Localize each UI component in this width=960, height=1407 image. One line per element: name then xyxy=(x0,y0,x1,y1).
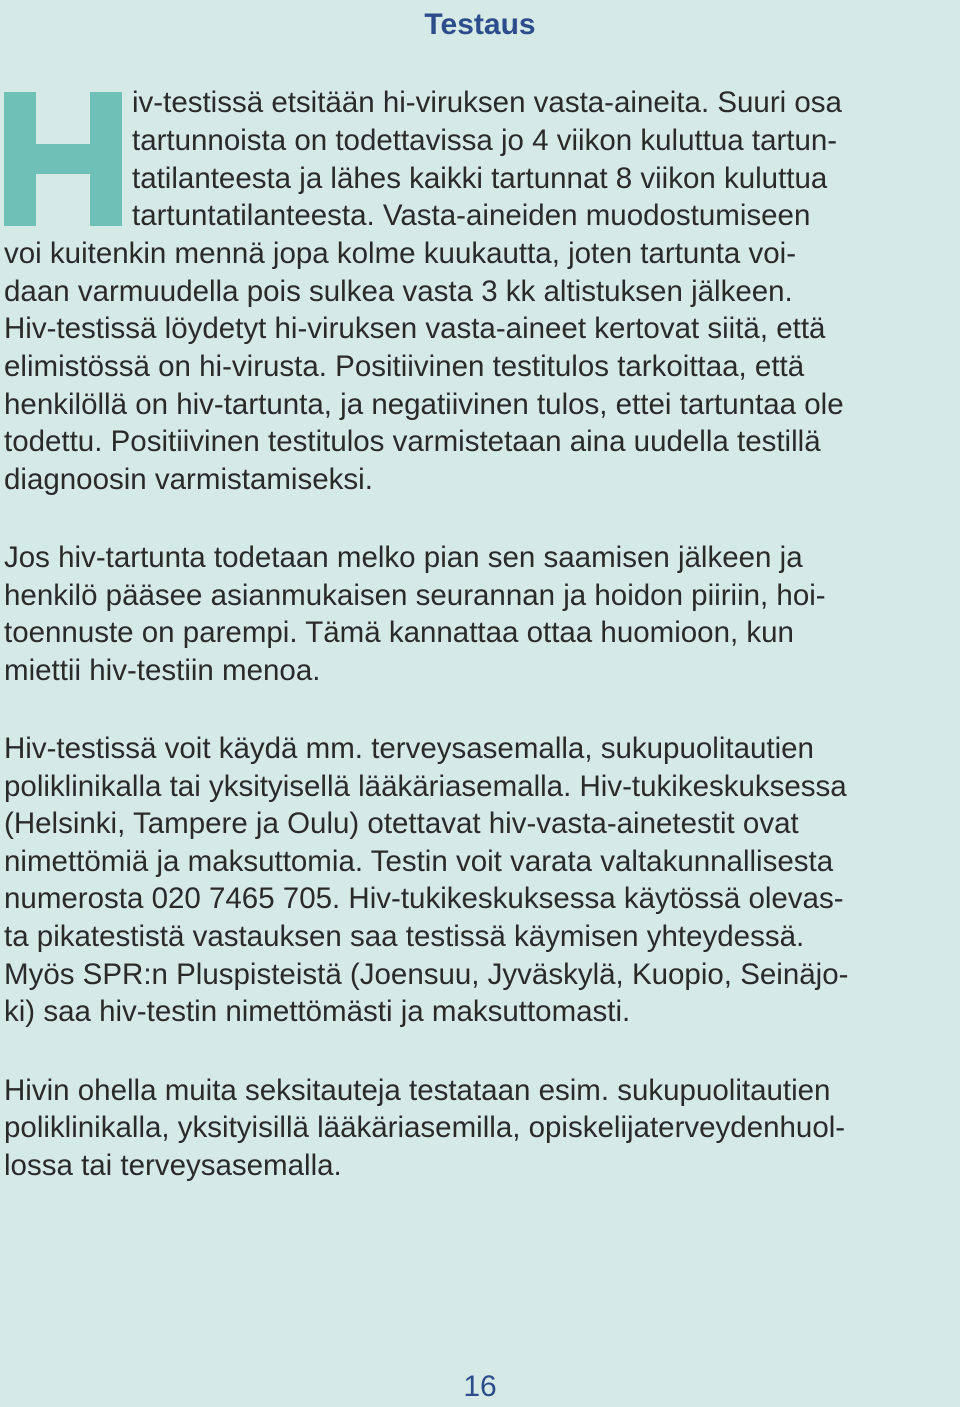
paragraph-1-line-9: henkilöllä on hiv-tartunta, ja negatiivinen tulos, ettei tartuntaa ole xyxy=(4,388,844,421)
drop-cap-crossbar xyxy=(36,144,90,174)
paragraph-1-line-5: voi kuitenkin mennä jopa kolme kuukautta, joten tartunta voi- xyxy=(4,237,797,270)
drop-cap-h xyxy=(4,92,122,226)
paragraph-1-line-7: Hiv-testissä löydetyt hi-viruksen vasta-aineet kertovat siitä, että xyxy=(4,312,826,345)
paragraph-2-line-3: toennuste on parempi. Tämä kannattaa ottaa huomioon, kun xyxy=(4,616,794,649)
paragraph-1-line-11: diagnoosin varmistamiseksi. xyxy=(4,463,373,496)
paragraph-3-line-5: numerosta 020 7465 705. Hiv-tukikeskuksessa käytössä olevas- xyxy=(4,882,844,915)
page-number: 16 xyxy=(463,1370,497,1403)
paragraph-2-line-4: miettii hiv-testiin menoa. xyxy=(4,654,321,687)
paragraph-3-line-3: (Helsinki, Tampere ja Oulu) otettavat hiv-vasta-ainetestit ovat xyxy=(4,807,799,840)
drop-cap-left-stem xyxy=(4,92,36,226)
paragraph-1-line-6: daan varmuudella pois sulkea vasta 3 kk altistuksen jälkeen. xyxy=(4,275,793,308)
paragraph-1-line-2: tartunnoista on todettavissa jo 4 viikon kuluttua tartun- xyxy=(132,124,838,157)
paragraph-1-line-3: tatilanteesta ja lähes kaikki tartunnat 8 viikon kuluttua xyxy=(132,162,828,195)
paragraph-3-line-1: Hiv-testissä voit käydä mm. terveysasemalla, sukupuolitautien xyxy=(4,732,814,765)
paragraph-3-line-6: ta pikatestistä vastauksen saa testissä käymisen yhteydessä. xyxy=(4,920,805,953)
paragraph-2-line-1: Jos hiv-tartunta todetaan melko pian sen saamisen jälkeen ja xyxy=(4,541,803,574)
page-title: Testaus xyxy=(424,8,536,41)
paragraph-3-line-2: poliklinikalla tai yksityisellä lääkäriasemalla. Hiv-tukikeskuksessa xyxy=(4,770,847,803)
paragraph-1-line-8: elimistössä on hi-virusta. Positiivinen testitulos tarkoittaa, että xyxy=(4,350,805,383)
paragraph-1-line-10: todettu. Positiivinen testitulos varmistetaan aina uudella testillä xyxy=(4,425,821,458)
paragraph-4-line-1: Hivin ohella muita seksitauteja testataan esim. sukupuolitautien xyxy=(4,1074,831,1107)
paragraph-3-line-4: nimettömiä ja maksuttomia. Testin voit varata valtakunnallisesta xyxy=(4,845,834,878)
drop-cap-right-stem xyxy=(90,92,122,226)
paragraph-4-line-3: lossa tai terveysasemalla. xyxy=(4,1149,342,1182)
paragraph-3-line-7: Myös SPR:n Pluspisteistä (Joensuu, Jyväskylä, Kuopio, Seinäjo- xyxy=(4,958,849,991)
paragraph-1-line-4: tartuntatilanteesta. Vasta-aineiden muodostumiseen xyxy=(132,199,811,232)
paragraph-2-line-2: henkilö pääsee asianmukaisen seurannan ja hoidon piiriin, hoi- xyxy=(4,579,826,612)
paragraph-4-line-2: poliklinikalla, yksityisillä lääkäriasemilla, opiskelijaterveydenhuol- xyxy=(4,1111,846,1144)
paragraph-1-line-1: iv-testissä etsitään hi-viruksen vasta-aineita. Suuri osa xyxy=(132,86,842,119)
paragraph-3-line-8: ki) saa hiv-testin nimettömästi ja maksuttomasti. xyxy=(4,995,631,1028)
